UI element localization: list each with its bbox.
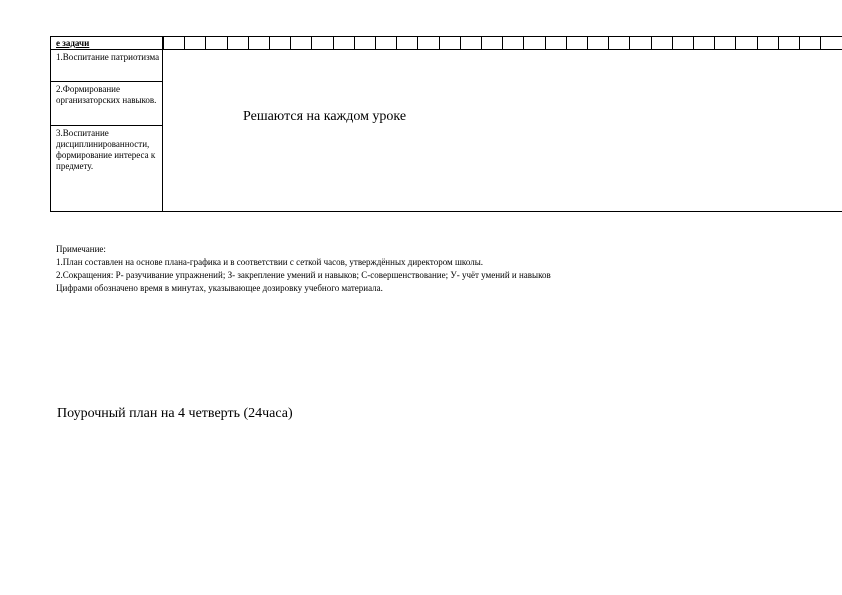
header-grid-line xyxy=(566,37,567,49)
header-grid-line xyxy=(629,37,630,49)
tasks-table xyxy=(50,36,842,212)
header-grid-line xyxy=(481,37,482,49)
header-grid-line xyxy=(778,37,779,49)
header-grid-line xyxy=(651,37,652,49)
header-grid-line xyxy=(523,37,524,49)
header-label: е задачи xyxy=(56,38,90,48)
header-grid-line xyxy=(693,37,694,49)
header-grid-line xyxy=(227,37,228,49)
header-grid-line xyxy=(417,37,418,49)
header-grid-line xyxy=(735,37,736,49)
header-grid-line xyxy=(184,37,185,49)
header-grid-line xyxy=(269,37,270,49)
header-grid-line xyxy=(311,37,312,49)
table-header-row xyxy=(51,37,842,50)
notes-line-3: Цифрами обозначено время в минутах, указывающее дозировку учебного материала. xyxy=(56,283,383,293)
header-grid-line xyxy=(545,37,546,49)
task-row-3: 3.Воспитание дисциплинированности, формирование интереса к предмету. xyxy=(56,128,156,171)
header-grid-line xyxy=(502,37,503,49)
header-grid-line xyxy=(820,37,821,49)
header-grid-line xyxy=(587,37,588,49)
tasks-column xyxy=(51,37,163,211)
notes-block xyxy=(56,243,551,295)
merged-cell-text: Решаются на каждом уроке xyxy=(243,109,407,124)
header-grid-line xyxy=(714,37,715,49)
header-grid-line xyxy=(290,37,291,49)
task-row-2: 2.Формирование организаторских навыков. xyxy=(51,82,163,126)
header-grid-line xyxy=(439,37,440,49)
header-grid-line xyxy=(799,37,800,49)
notes-line-1: 1.План составлен на основе плана-графика и в соответствии с сеткой часов, утверждённых директором школы. xyxy=(56,257,483,267)
plan-title: Поурочный план на 4 четверть (24часа) xyxy=(57,406,293,421)
header-grid-line xyxy=(460,37,461,49)
header-grid-line xyxy=(608,37,609,49)
header-grid-line xyxy=(163,37,164,49)
header-grid-line xyxy=(375,37,376,49)
notes-title: Примечание: xyxy=(56,244,106,254)
header-grid-line xyxy=(757,37,758,49)
header-grid-line xyxy=(333,37,334,49)
header-grid-line xyxy=(396,37,397,49)
header-grid-line xyxy=(248,37,249,49)
task-row-1: 1.Воспитание патриотизма xyxy=(51,50,163,82)
notes-line-2: 2.Сокращения: Р- разучивание упражнений; З- закрепление умений и навыков; С-совершенствование; У- учёт умений и навыков xyxy=(56,270,551,280)
header-grid-line xyxy=(205,37,206,49)
header-grid-line xyxy=(672,37,673,49)
header-grid-line xyxy=(354,37,355,49)
